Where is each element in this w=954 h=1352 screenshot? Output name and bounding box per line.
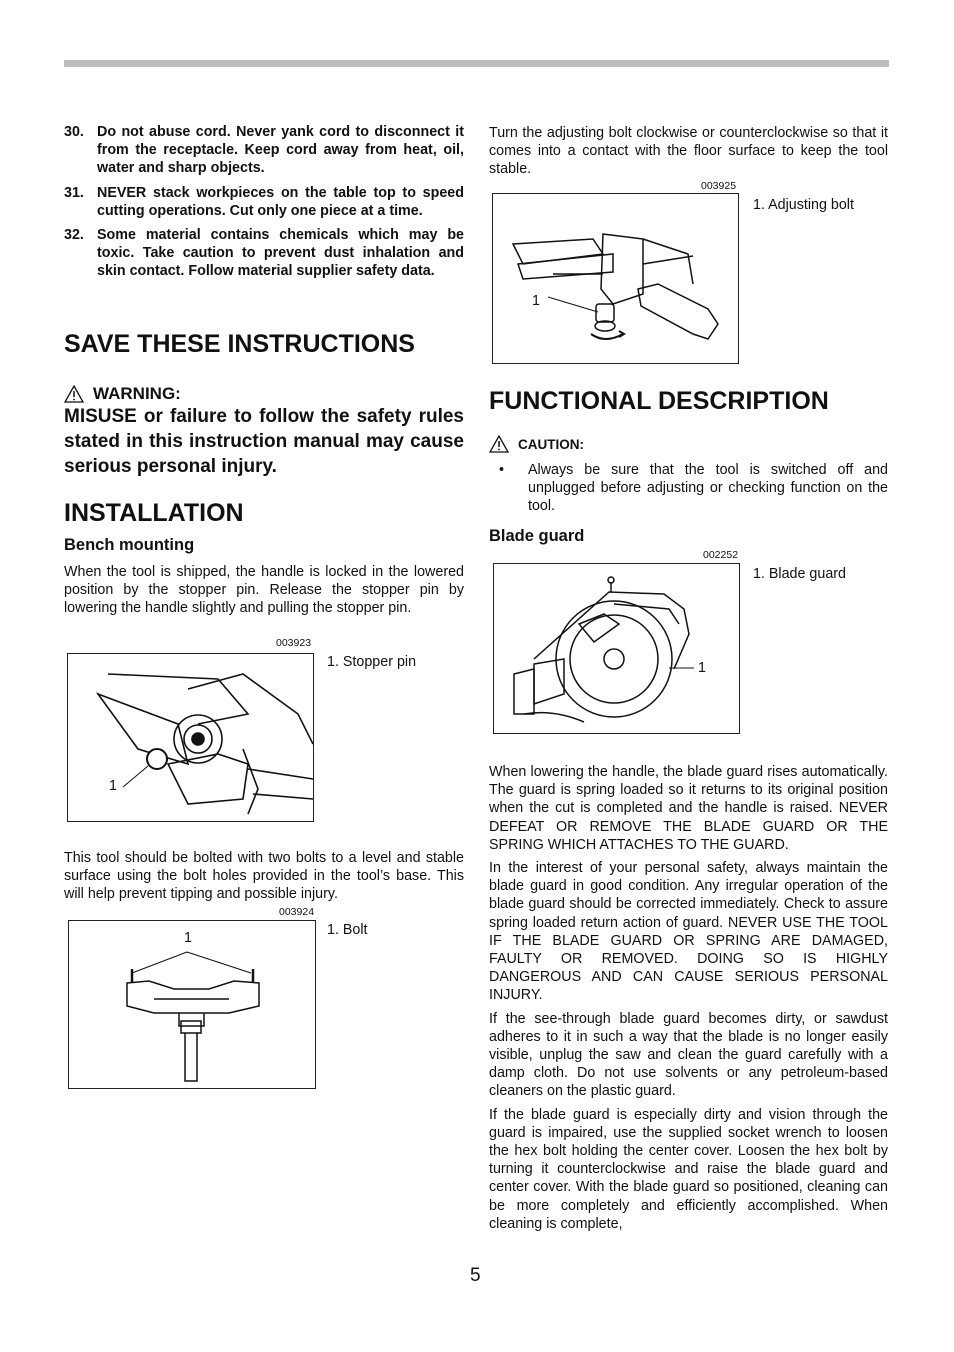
functional-description-heading: FUNCTIONAL DESCRIPTION [489,387,829,415]
rule-number: 31. [64,184,84,201]
safety-rules-list [64,123,464,287]
warning-icon [64,385,84,403]
blade-guard-para: If the blade guard is especially dirty and vision through the guard is impaired, use the supplied socket wrench to loosen the hex bolt holding the center cover. Loosen the hex bolt by turning it counterclockwise and raise the blade guard and center cover. With the blade guard so positioned, cleaning can be more completely and efficiently accomplished. When cleaning is complete, [489,1106,888,1232]
bench-mounting-text: When the tool is shipped, the handle is locked in the lowered position by the stopper pin. Release the stopper pin by lowering the handle slightly and pulling the stopper pin. [64,564,464,617]
caution-label: CAUTION: [518,436,584,452]
figure-code: 002252 [703,549,739,561]
rule-item [64,226,464,281]
installation-heading: INSTALLATION [64,499,244,527]
rule-item [64,123,464,178]
caution-bullet [489,461,888,516]
blade-guard-paragraphs [489,763,888,1233]
blade-guard-para: When lowering the handle, the blade guard rises automatically. The guard is spring loaded so it returns to its original position when the cut is completed and the handle is raised. NEVER DEFEAT OR REMOVE THE BLADE GUARD OR THE SPRING WHICH ATTACHES TO THE GUARD. [489,764,888,853]
bullet-dot: • [499,462,505,478]
save-instructions-heading: SAVE THESE INSTRUCTIONS [64,330,415,358]
figure-caption: 1. Stopper pin [327,654,417,670]
figure-code: 003925 [701,180,737,192]
figure-caption: 1. Adjusting bolt [753,197,854,213]
header-rule [64,60,889,67]
blade-guard-para: If the see-through blade guard becomes dirty, or sawdust adheres to it in such a way that the blade is no longer easily visible, unplug the saw and clean the guard carefully with a damp cloth. Do not use solvents or any petroleum-based cleaners on the plastic guard. [489,1010,888,1100]
blade-guard-heading: Blade guard [489,527,585,545]
adjusting-bolt-figure [492,193,739,364]
bolt-figure [68,920,316,1089]
caution-header [489,435,888,453]
bolt-text: This tool should be bolted with two bolts to a level and stable surface using the bolt holes provided in the tool’s base. This will help prevent tipping and possible injury. [64,850,464,903]
rule-number: 32. [64,227,84,244]
rule-text: Some material contains chemicals which may be toxic. Take caution to prevent dust inhalation and skin contact. Follow material supplier safety data. [97,227,464,280]
figure-marker: 1 [532,293,540,309]
figure-caption: 1. Blade guard [753,566,846,582]
rule-text: NEVER stack workpieces on the table top to speed cutting operations. Cut only one piece at a time. [97,184,464,219]
warning-block [64,384,464,479]
rule-item [64,184,464,220]
warning-text: MISUSE or failure to follow the safety rules stated in this instruction manual may cause serious personal injury. [64,406,464,477]
caution-icon [489,435,509,453]
figure-marker: 1 [184,930,192,946]
stopper-pin-figure [67,653,314,822]
figure-code: 003923 [276,637,312,649]
figure-code: 003924 [279,906,315,918]
caution-text: Always be sure that the tool is switched off and unplugged before adjusting or checking function on the tool. [528,462,888,515]
adjusting-bolt-text: Turn the adjusting bolt clockwise or counterclockwise so that it comes into a contact with the floor surface to keep the tool stable. [489,125,888,178]
figure-marker: 1 [109,778,117,794]
blade-guard-figure [493,563,740,734]
rule-number: 30. [64,124,84,140]
figure-caption: 1. Bolt [327,922,368,938]
warning-header [64,384,464,404]
page-number: 5 [470,1265,481,1286]
rule-text: Do not abuse cord. Never yank cord to disconnect it from the receptacle. Keep cord away from heat, oil, water and sharp objects. [97,124,464,177]
bench-mounting-heading: Bench mounting [64,536,195,554]
warning-label: WARNING: [93,384,181,403]
figure-marker: 1 [698,660,706,676]
blade-guard-para: In the interest of your personal safety, always maintain the blade guard in good condition. Any irregular operation of the blade guard should be corrected immediately. Check to assure spring loaded return action of guard. NEVER USE THE TOOL IF THE BLADE GUARD OR SPRING ARE DAMAGED, FAULTY OR REMOVED. DOING SO IS HIGHLY DANGEROUS AND CAN CAUSE SERIOUS PERSONAL INJURY. [489,860,888,1004]
